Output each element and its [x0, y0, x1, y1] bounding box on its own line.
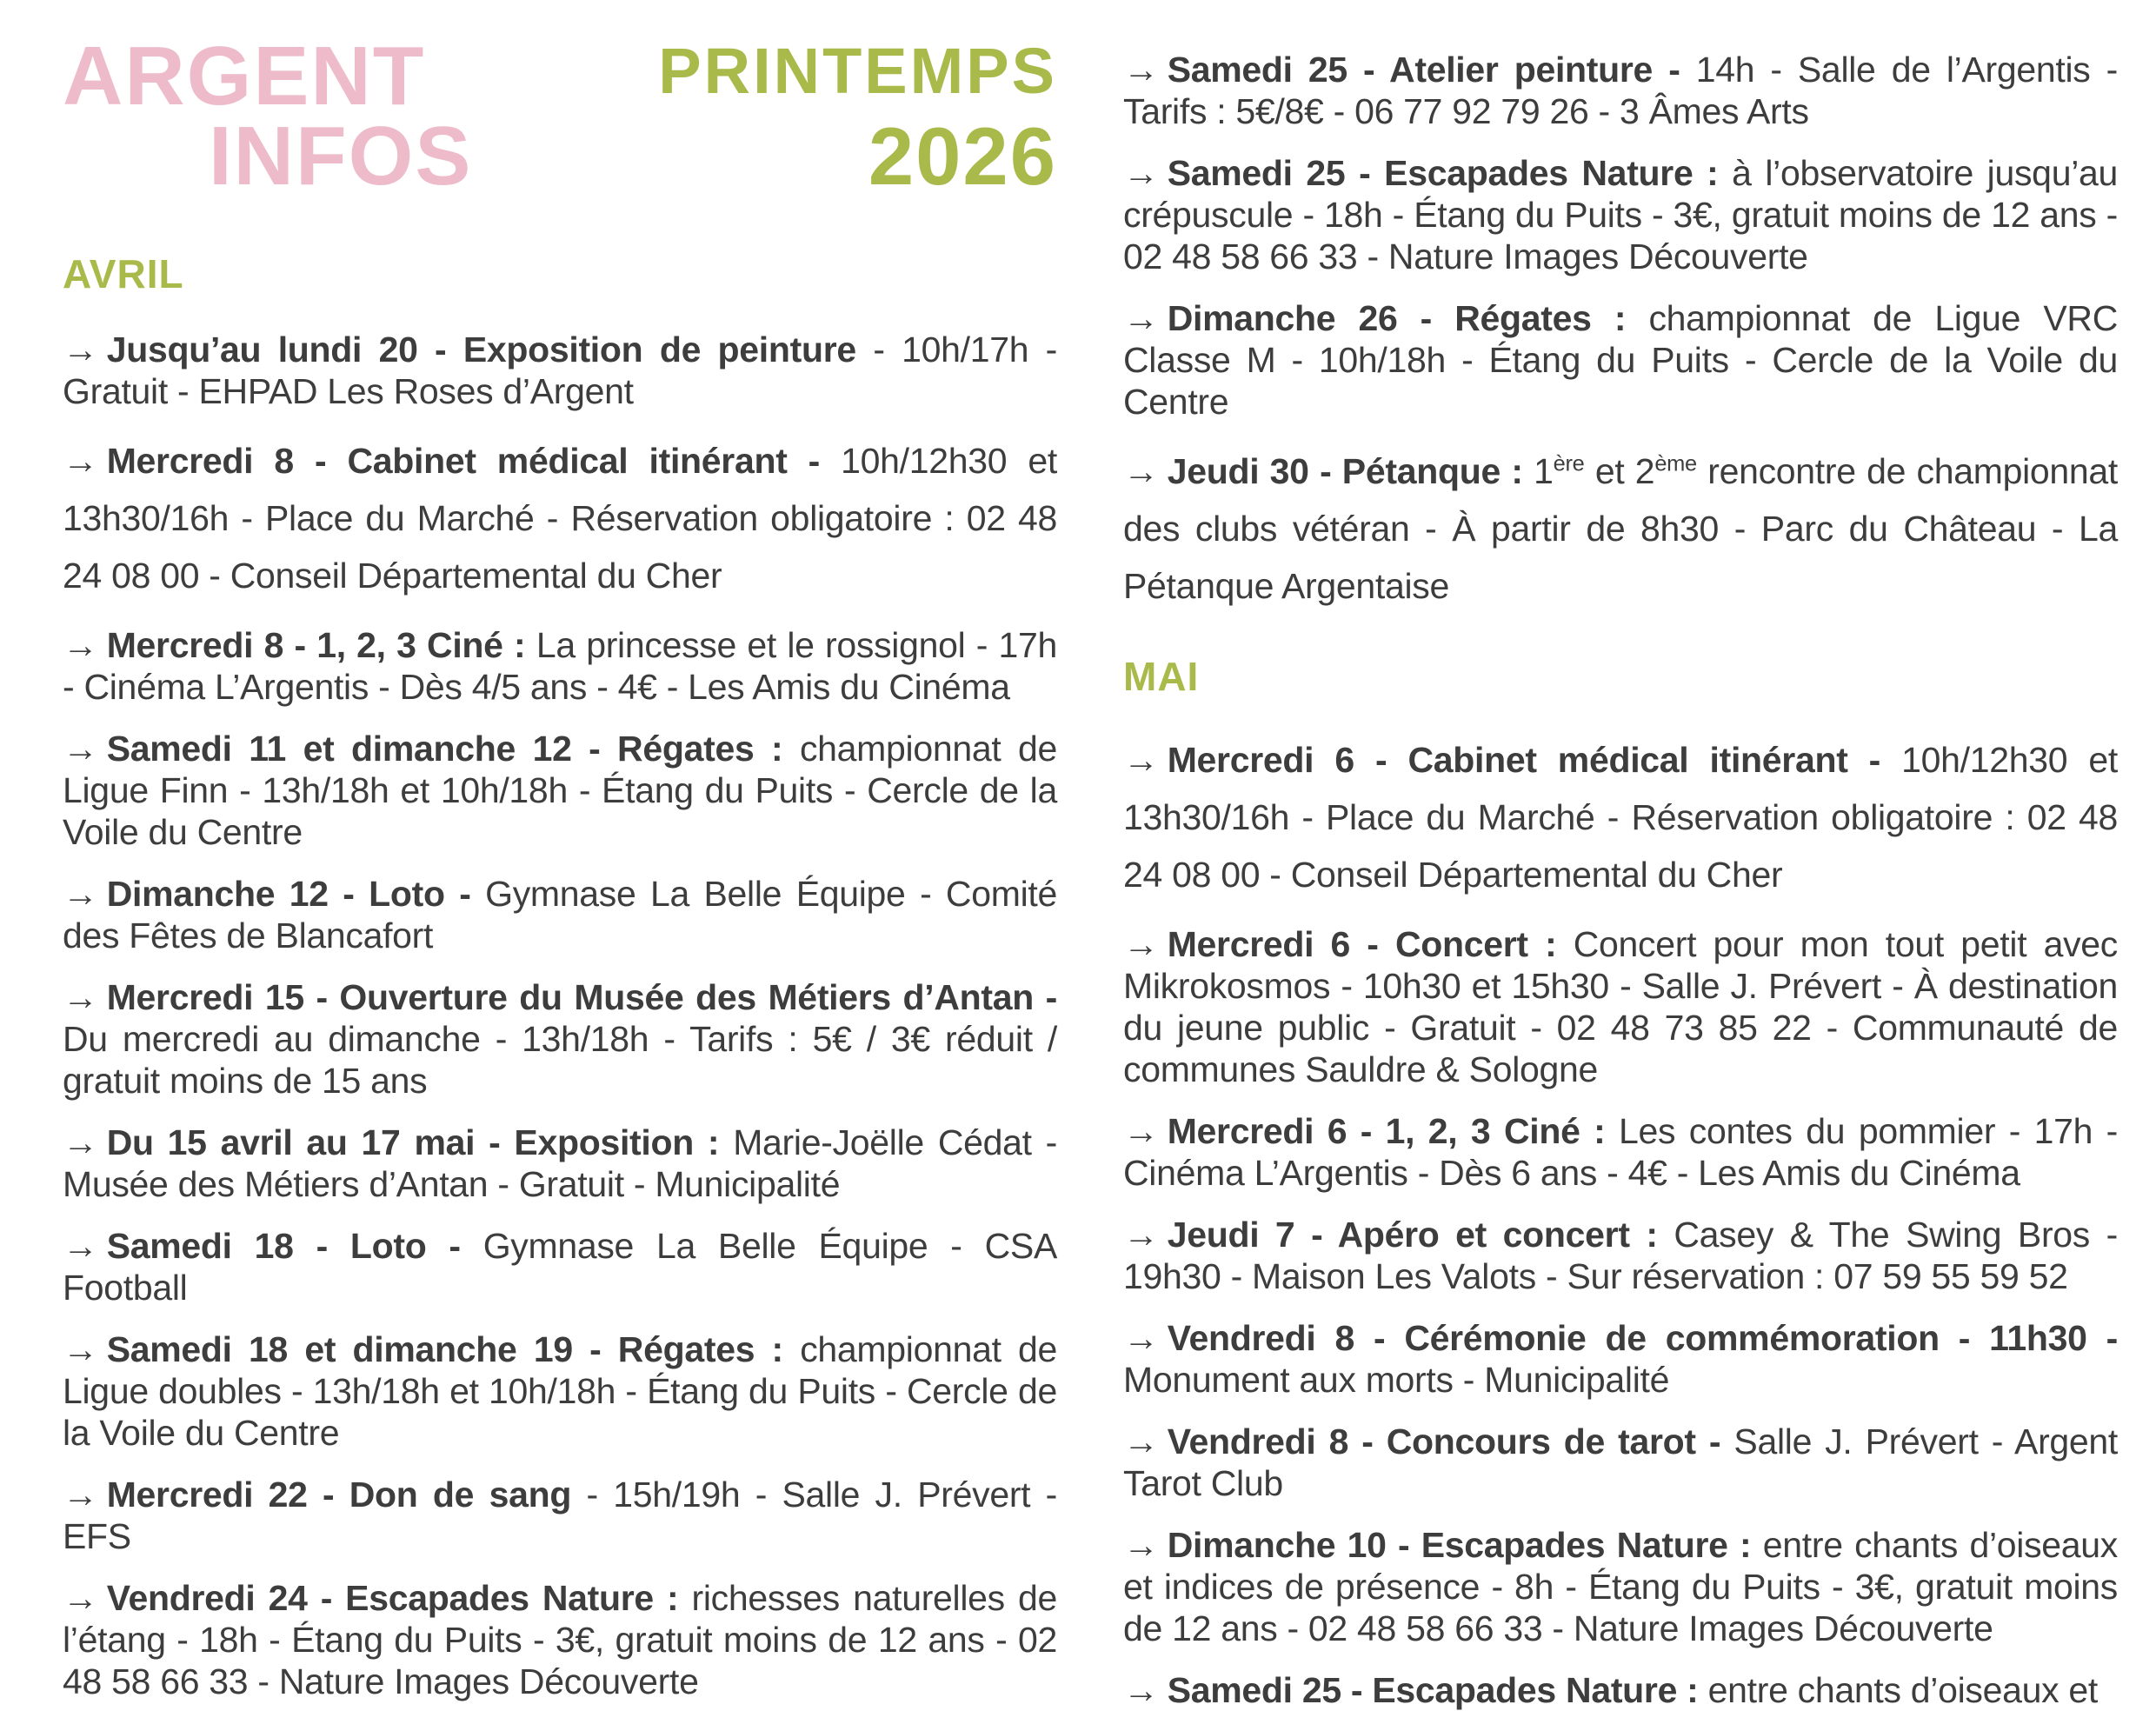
arrow-icon: → — [1123, 1318, 1159, 1358]
arrow-icon: → — [1123, 50, 1159, 90]
arrow-icon: → — [63, 1329, 98, 1369]
arrow-icon: → — [1123, 1111, 1159, 1151]
event-details: championnat de Ligue doubles - 13h/18h et 10h/18h - Étang du Puits - Cercle de la Voile du Centre — [63, 1329, 1057, 1453]
event-list-mai — [1123, 731, 2118, 1711]
event-title: Dimanche 12 - Loto - — [106, 874, 471, 914]
event-details: 1ère et 2ème rencontre de championnat des clubs vétéran - À partir de 8h30 - Parc du Château - La Pétanque Argentaise — [1123, 451, 2118, 606]
arrow-icon: → — [1123, 153, 1159, 193]
left-column — [63, 30, 1058, 1701]
event-entry — [63, 624, 1057, 708]
event-entry — [1123, 443, 2118, 615]
event-title: Vendredi 24 - Escapades Nature : — [106, 1578, 679, 1618]
arrow-icon: → — [63, 1226, 98, 1266]
event-entry — [1123, 297, 2118, 423]
event-title: Jeudi 30 - Pétanque : — [1167, 451, 1523, 491]
event-details: La princesse et le rossignol - 17h - Cinéma L’Argentis - Dès 4/5 ans - 4€ - Les Amis du Cinéma — [63, 625, 1058, 707]
arrow-icon: → — [63, 330, 98, 369]
event-title: Mercredi 8 - 1, 2, 3 Ciné : — [106, 625, 526, 665]
event-title: Du 15 avril au 17 mai - Exposition : — [106, 1122, 720, 1162]
arrow-icon: → — [63, 1122, 98, 1162]
event-details: à l’observatoire jusqu’au crépuscule - 18h - Étang du Puits - 3€, gratuit moins de 12 ans - 02 48 58 66 33 - Nature Images Découverte — [1123, 153, 2119, 276]
event-details: entre chants d’oiseaux et — [1707, 1670, 2098, 1710]
event-details: 14h - Salle de l’Argentis - Tarifs : 5€/8€ - 06 77 92 79 26 - 3 Âmes Arts — [1123, 50, 2119, 131]
season-name: PRINTEMPS — [658, 35, 1057, 107]
event-title: Vendredi 8 - Cérémonie de commémoration - 11h30 - — [1167, 1318, 2118, 1358]
event-title: Samedi 25 - Escapades Nature : — [1167, 1670, 1699, 1710]
event-details: entre chants d’oiseaux et indices de présence - 8h - Étang du Puits - 3€, gratuit moins de 12 ans - 02 48 58 66 33 - Nature Images Découverte — [1123, 1525, 2118, 1648]
event-title: Mercredi 6 - Cabinet médical itinérant - — [1167, 740, 1881, 780]
bulletin-title — [63, 30, 473, 203]
event-entry — [63, 1577, 1057, 1702]
event-details: 10h/12h30 et 13h30/16h - Place du Marché - Réservation obligatoire : 02 48 24 08 00 - Conseil Départemental du Cher — [1123, 740, 2118, 895]
event-details: Du mercredi au dimanche - 13h/18h - Tarifs : 5€ / 3€ réduit / gratuit moins de 15 ans — [63, 1019, 1057, 1101]
event-title: Mercredi 8 - Cabinet médical itinérant - — [106, 441, 821, 481]
event-entry — [1123, 49, 2118, 132]
event-entry — [1123, 152, 2118, 277]
event-title: Dimanche 10 - Escapades Nature : — [1167, 1525, 1752, 1565]
event-details: 10h/12h30 et 13h30/16h - Place du Marché - Réservation obligatoire : 02 48 24 08 00 - Conseil Départemental du Cher — [63, 441, 1057, 596]
right-column — [1123, 37, 2119, 1710]
arrow-icon: → — [63, 729, 98, 769]
event-title: Samedi 25 - Escapades Nature : — [1167, 153, 1719, 193]
arrow-icon: → — [63, 977, 98, 1017]
event-entry — [1123, 1214, 2118, 1297]
event-entry — [63, 728, 1057, 853]
event-title: Jeudi 7 - Apéro et concert : — [1167, 1215, 1658, 1255]
arrow-icon: → — [1123, 740, 1159, 780]
event-entry — [63, 1225, 1057, 1308]
bulletin-title-line2: INFOS — [209, 110, 473, 203]
arrow-icon: → — [63, 441, 98, 481]
event-list-avril-right — [1123, 49, 2118, 615]
arrow-icon: → — [63, 1475, 98, 1515]
event-title: Samedi 18 et dimanche 19 - Régates : — [106, 1329, 783, 1369]
event-entry — [1123, 1110, 2118, 1194]
event-details: richesses naturelles de l’étang - 18h - Étang du Puits - 3€, gratuit moins de 12 ans - 02 48 58 66 33 - Nature Images Découverte — [63, 1578, 1057, 1701]
arrow-icon: → — [1123, 924, 1159, 964]
event-entry — [63, 873, 1057, 956]
event-details: Salle J. Prévert - Argent Tarot Club — [1123, 1421, 2119, 1503]
arrow-icon: → — [1123, 1421, 1159, 1461]
event-entry — [1123, 1669, 2118, 1711]
event-entry — [63, 1122, 1057, 1205]
event-details: Gymnase La Belle Équipe - Comité des Fêtes de Blancafort — [63, 874, 1057, 955]
event-entry — [1123, 1524, 2118, 1649]
event-entry — [63, 432, 1057, 604]
event-title: Samedi 25 - Atelier peinture - — [1167, 50, 1680, 90]
bulletin-title-line1: ARGENT — [63, 30, 426, 123]
event-details: Les contes du pommier - 17h - Cinéma L’Argentis - Dès 6 ans - 4€ - Les Amis du Cinéma — [1123, 1111, 2118, 1193]
month-heading-mai: MAI — [1123, 654, 1200, 699]
event-entry — [1123, 1317, 2118, 1401]
event-title: Dimanche 26 - Régates : — [1167, 298, 1627, 338]
arrow-icon: → — [63, 874, 98, 914]
arrow-icon: → — [1123, 298, 1159, 338]
arrow-icon: → — [63, 625, 98, 665]
arrow-icon: → — [1123, 1525, 1159, 1565]
event-details: Concert pour mon tout petit avec Mikrokosmos - 10h30 et 15h30 - Salle J. Prévert - À destination du jeune public - Gratuit - 02 48 73 85 22 - Communauté de communes Sauldre & Sologne — [1123, 924, 2118, 1089]
event-title: Mercredi 6 - 1, 2, 3 Ciné : — [1167, 1111, 1606, 1151]
event-entry — [1123, 923, 2118, 1090]
arrow-icon: → — [1123, 1670, 1159, 1710]
event-title: Jusqu’au lundi 20 - Exposition de peinture — [106, 330, 856, 369]
arrow-icon: → — [1123, 451, 1159, 491]
event-details: Monument aux morts - Municipalité — [1123, 1360, 1670, 1400]
event-details: - 10h/17h - Gratuit - EHPAD Les Roses d’Argent — [63, 330, 1058, 411]
arrow-icon: → — [1123, 1215, 1159, 1255]
event-list-avril-left — [63, 329, 1057, 1702]
event-title: Samedi 18 - Loto - — [106, 1226, 461, 1266]
event-details: Gymnase La Belle Équipe - CSA Football — [63, 1226, 1057, 1308]
event-title: Mercredi 6 - Concert : — [1167, 924, 1557, 964]
event-entry — [63, 329, 1057, 412]
event-details: Casey & The Swing Bros - 19h30 - Maison Les Valots - Sur réservation : 07 59 55 59 52 — [1123, 1215, 2119, 1296]
event-entry — [1123, 1421, 2118, 1504]
arrow-icon: → — [63, 1578, 98, 1618]
event-details: - 15h/19h - Salle J. Prévert - EFS — [63, 1475, 1058, 1556]
event-title: Mercredi 15 - Ouverture du Musée des Métiers d’Antan - — [106, 977, 1057, 1017]
month-heading-avril: AVRIL — [63, 251, 184, 296]
season-title — [658, 37, 1057, 207]
event-title: Samedi 11 et dimanche 12 - Régates : — [106, 729, 783, 769]
masthead — [63, 30, 1057, 207]
event-details: Marie-Joëlle Cédat - Musée des Métiers d’Antan - Gratuit - Municipalité — [63, 1122, 1058, 1204]
event-details: championnat de Ligue Finn - 13h/18h et 10h/18h - Étang du Puits - Cercle de la Voile du Centre — [63, 729, 1057, 852]
season-year: 2026 — [868, 110, 1057, 202]
event-entry — [63, 976, 1057, 1102]
event-entry — [1123, 731, 2118, 903]
event-entry — [63, 1328, 1057, 1454]
event-entry — [63, 1474, 1057, 1557]
event-title: Vendredi 8 - Concours de tarot - — [1167, 1421, 1721, 1461]
event-title: Mercredi 22 - Don de sang — [106, 1475, 572, 1515]
event-details: championnat de Ligue VRC Classe M - 10h/18h - Étang du Puits - Cercle de la Voile du Centre — [1123, 298, 2119, 422]
